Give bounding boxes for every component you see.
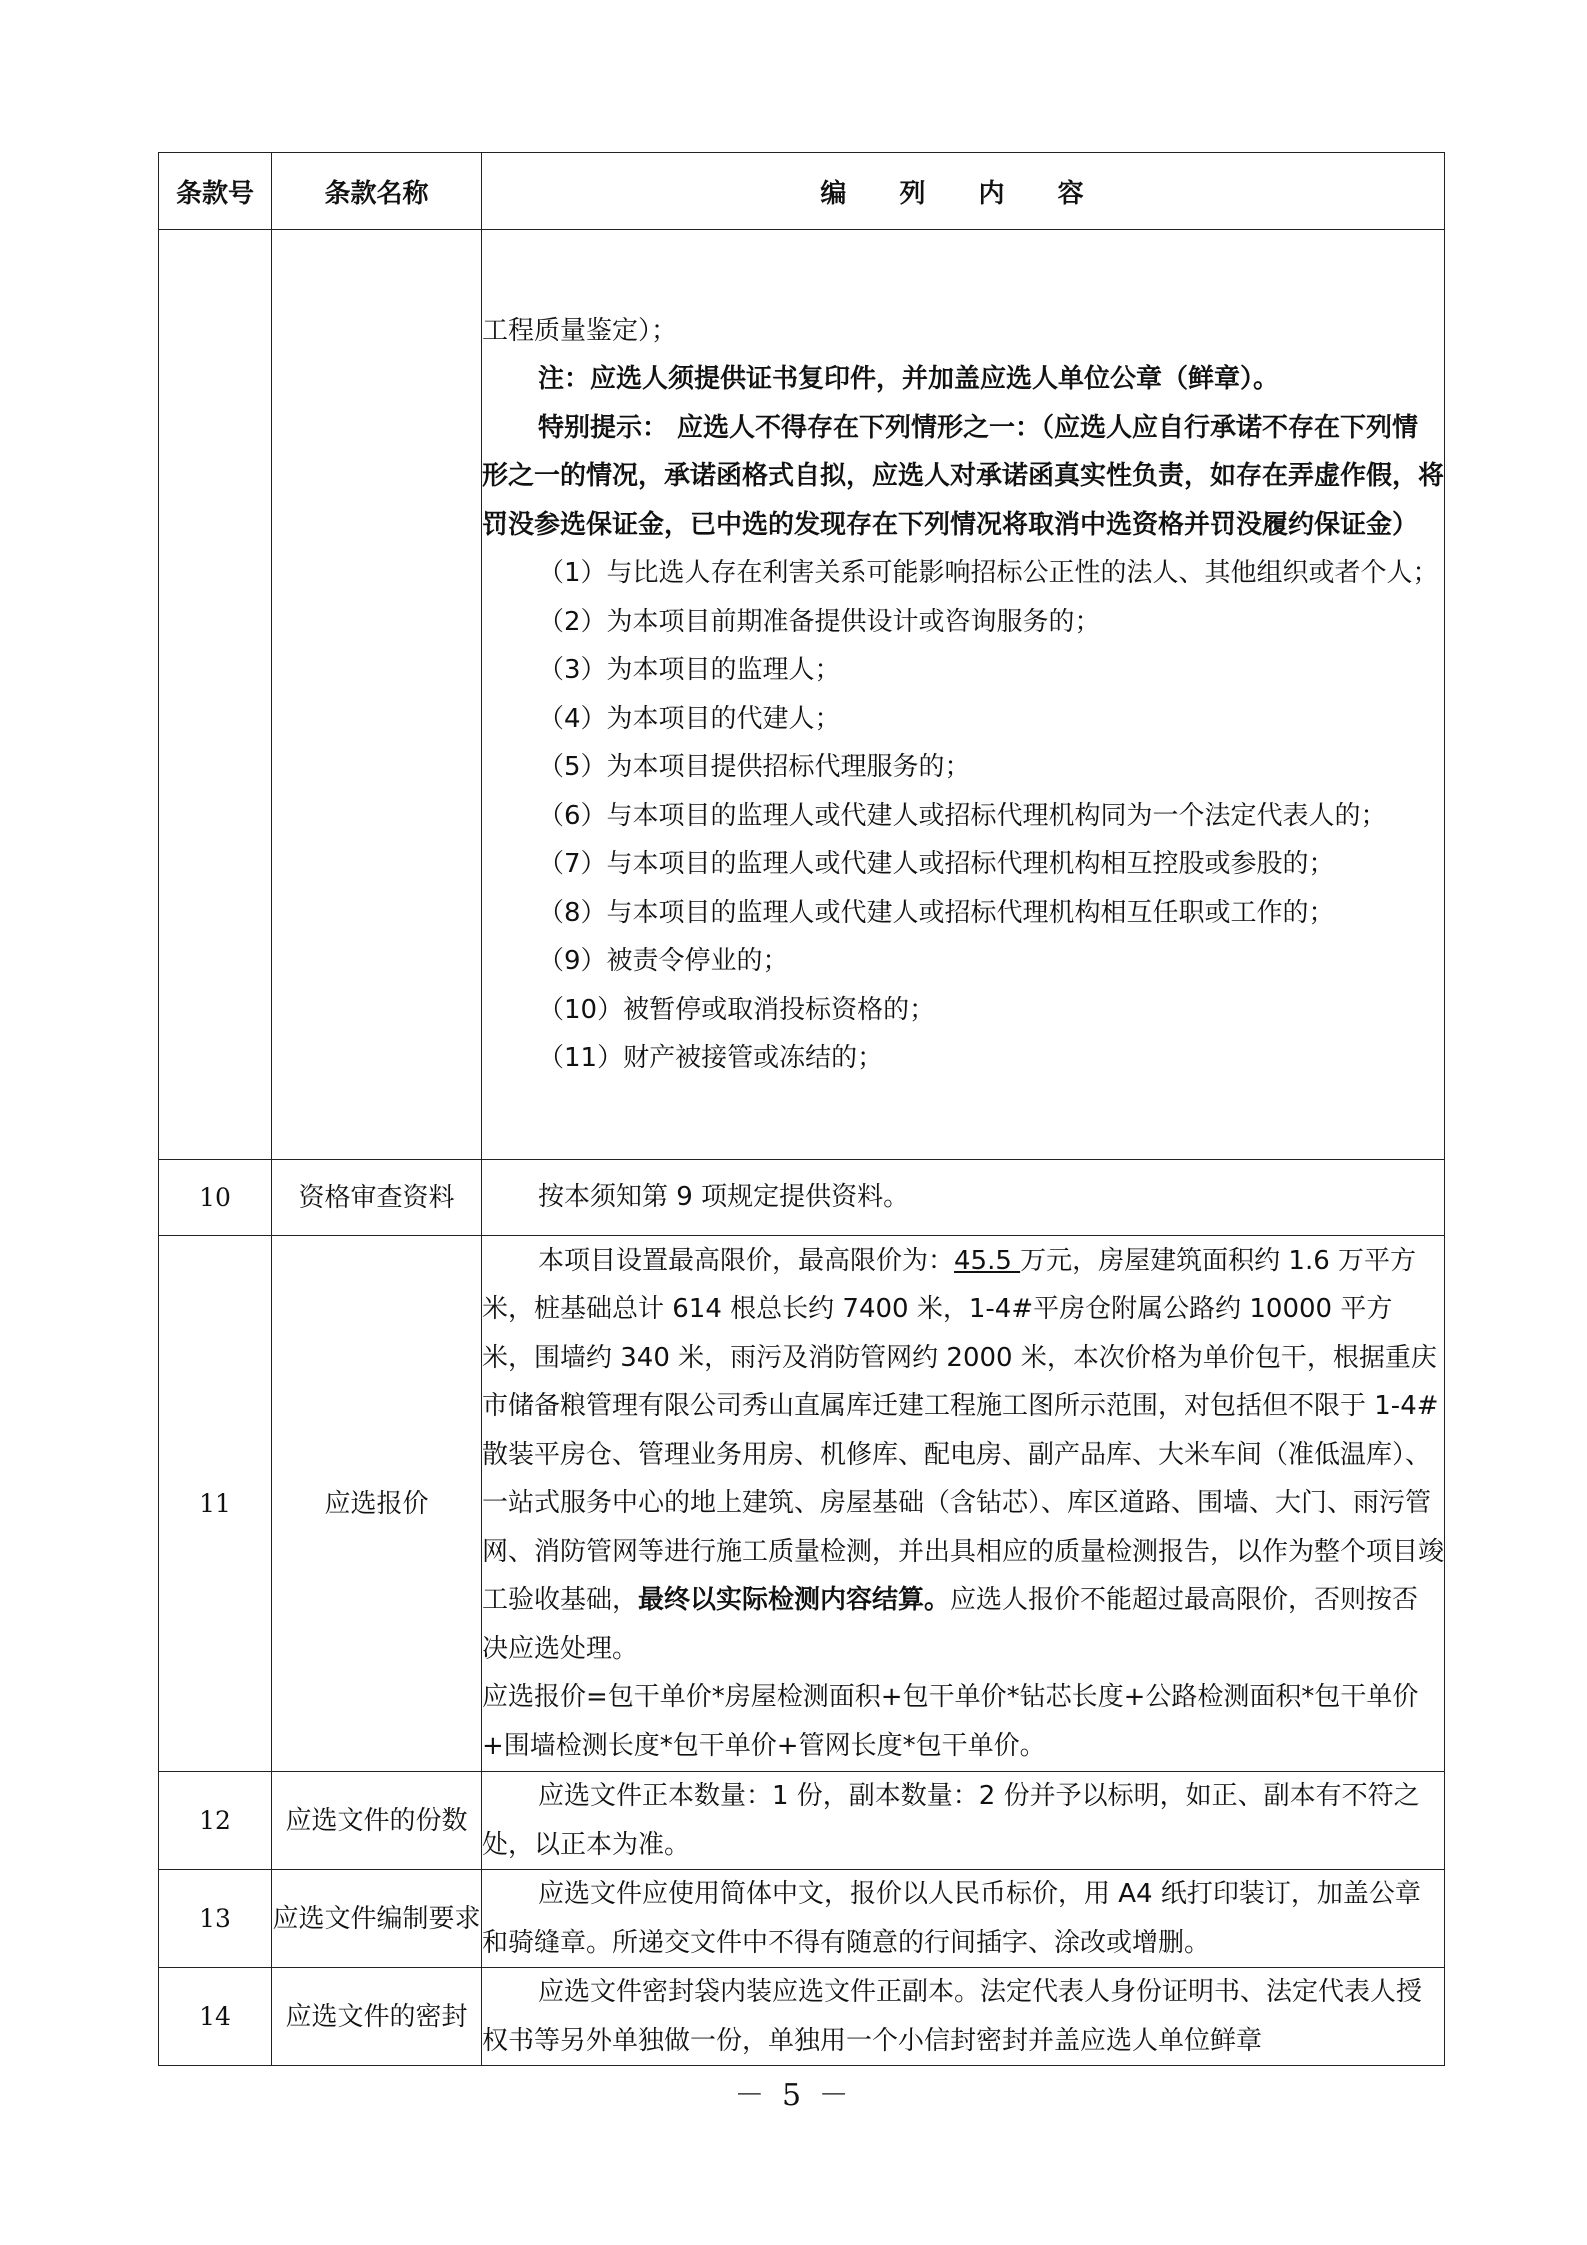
- clause-content: [482, 1236, 1445, 1772]
- header-row: [159, 153, 1445, 230]
- table-row: [159, 1968, 1445, 2066]
- clause-number: 14: [159, 1968, 272, 2066]
- list-item: （9）被责令停业的；: [538, 946, 789, 976]
- table-row: [159, 1236, 1445, 1772]
- clause-number: 13: [159, 1870, 272, 1968]
- list-item: （7）与本项目的监理人或代建人或招标代理机构相互控股或参股的；: [538, 849, 1335, 879]
- max-price: 45.5: [954, 1245, 1021, 1276]
- clause-number-cell: [159, 230, 272, 1160]
- list-item: （3）为本项目的监理人；: [538, 655, 841, 685]
- clause-name-cell: [272, 230, 482, 1160]
- clause-name: 资格审查资料: [272, 1160, 482, 1236]
- table-row: [159, 1772, 1445, 1870]
- page-number: － 5 －: [734, 2078, 853, 2113]
- list-item: （5）为本项目提供招标代理服务的；: [538, 752, 971, 782]
- clause-content-cell: [482, 230, 1445, 1160]
- clause-number: 11: [159, 1236, 272, 1772]
- special-notice: 特别提示： 应选人不得存在下列情形之一：（应选人应自行承诺不存在下列情形之一的情况，承诺函格式自拟，应选人对承诺函真实性负责，如存在弄虚作假，将罚没参选保证金，已中选的发现存在下列情况将取消中选资格并罚没履约保证金）: [482, 412, 1445, 540]
- list-item: （4）为本项目的代建人；: [538, 703, 841, 734]
- table-row: [159, 1160, 1445, 1236]
- table-row: [159, 1870, 1445, 1968]
- list-item: （1）与比选人存在利害关系可能影响招标公正性的法人、其他组织或者个人；: [538, 558, 1439, 588]
- clause-content: 应选文件密封袋内装应选文件正副本。法定代表人身份证明书、法定代表人授权书等另外单独做一份，单独用一个小信封密封并盖应选人单位鲜章: [482, 1968, 1445, 2066]
- price-paragraph: 本项目设置最高限价，最高限价为：45.5 万元，房屋建筑面积约 1.6 万平方米，桩基础总计 614 根总长约 7400 米，1-4#平房仓附属公路约 10000 平方米，围墙约 340 米，雨污及消防管网约 2000 米，本次价格为单价包干，根据重庆市储备粮管理有限公司秀山直属库迁建工程施工图所示范围，对包括但不限于 1-4#散装平房仓、管理业务用房、机修库、配电房、副产品库、大米车间（准低温库）、一站式服务中心的地上建筑、房屋基础（含钻芯）、库区道路、围墙、大门、雨污管网、消防管网等进行施工质量检测，并出具相应的质量检测报告，以作为整个项目竣工验收基础，最终以实际检测内容结算。应选人报价不能超过最高限价，否则按否决应选处理。: [482, 1245, 1445, 1664]
- clause-table: [158, 152, 1445, 2066]
- content-line: 工程质量鉴定）；: [482, 315, 678, 346]
- clause-number: 10: [159, 1160, 272, 1236]
- list-item: （10）被暂停或取消投标资格的；: [538, 994, 936, 1025]
- clause-name: 应选报价: [272, 1236, 482, 1772]
- price-formula: 应选报价=包干单价*房屋检测面积+包干单价*钻芯长度+公路检测面积*包干单价+围墙检测长度*包干单价+管网长度*包干单价。: [482, 1682, 1419, 1761]
- list-item: （2）为本项目前期准备提供设计或咨询服务的；: [538, 606, 1101, 637]
- clause-name: 应选文件编制要求: [272, 1870, 482, 1968]
- header-clause-no: 条款号: [159, 153, 272, 230]
- clause-content: 按本须知第 9 项规定提供资料。: [482, 1160, 1445, 1236]
- list-item: （6）与本项目的监理人或代建人或招标代理机构同为一个法定代表人的；: [538, 800, 1387, 831]
- clause-number: 12: [159, 1772, 272, 1870]
- note-text: 注：应选人须提供证书复印件，并加盖应选人单位公章（鲜章）。: [538, 364, 1280, 394]
- clause-content: 应选文件应使用简体中文，报价以人民币标价，用 A4 纸打印装订，加盖公章和骑缝章。所递交文件中不得有随意的行间插字、涂改或增删。: [482, 1870, 1445, 1968]
- list-item: （8）与本项目的监理人或代建人或招标代理机构相互任职或工作的；: [538, 897, 1335, 928]
- clause-content: 应选文件正本数量：1 份，副本数量：2 份并予以标明，如正、副本有不符之处，以正本为准。: [482, 1772, 1445, 1870]
- header-clause-name: 条款名称: [272, 153, 482, 230]
- clause-name: 应选文件的密封: [272, 1968, 482, 2066]
- list-item: （11）财产被接管或冻结的；: [538, 1043, 884, 1073]
- table-row: [159, 230, 1445, 1160]
- header-content: 编 列 内 容: [482, 153, 1445, 230]
- clause-name: 应选文件的份数: [272, 1772, 482, 1870]
